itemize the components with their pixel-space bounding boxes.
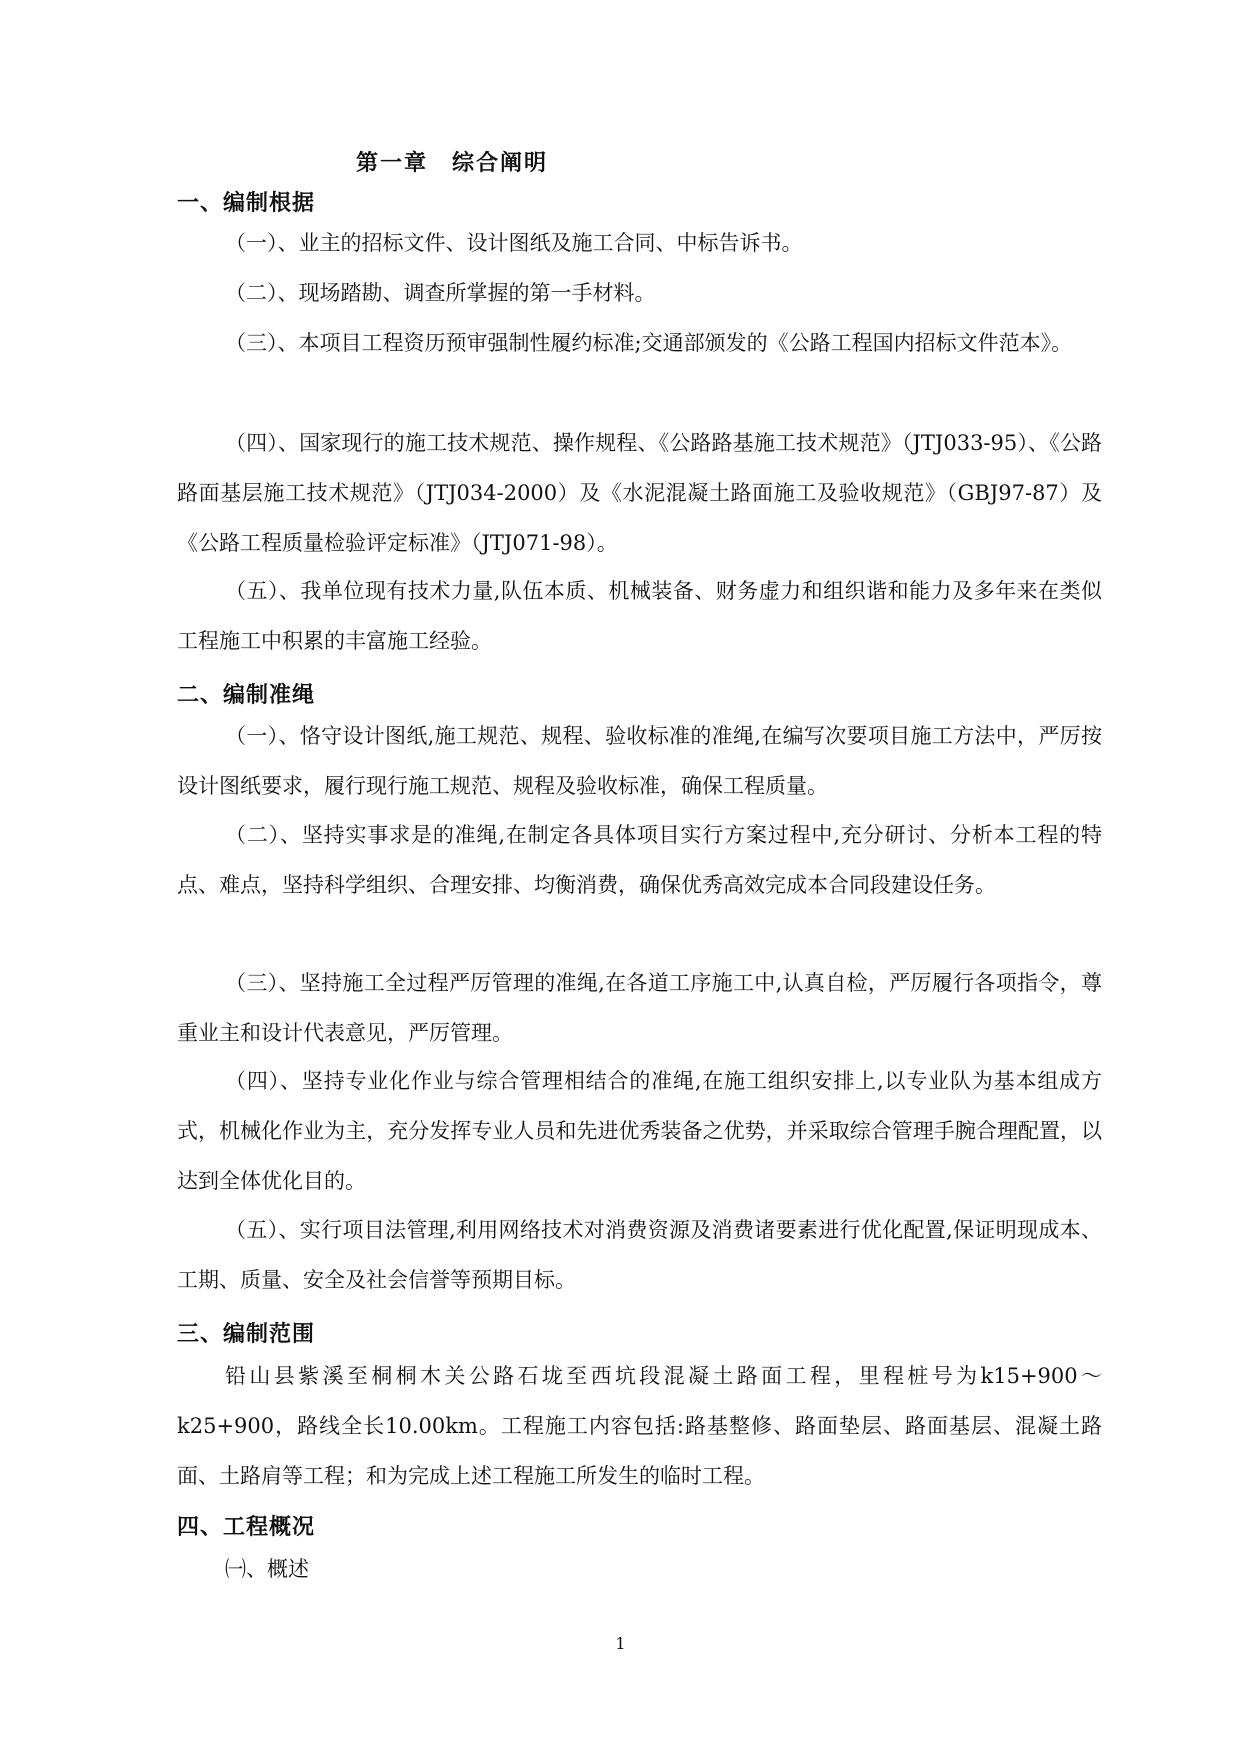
paragraph: （一）、业主的招标文件、设计图纸及施工合同、中标告诉书。 bbox=[225, 231, 803, 255]
paragraph: （一）、恪守设计图纸,施工规范、规程、验收标准的准绳,在编写次要项目施工方法中，严厉按设计图纸要求，履行现行施工规范、规程及验收标准，确保工程质量。 bbox=[177, 724, 1102, 798]
paragraph: ㈠、概述 bbox=[225, 1557, 309, 1581]
section-heading-scope: 三、编制范围 bbox=[177, 1321, 316, 1347]
page-number: 1 bbox=[615, 1634, 626, 1653]
paragraph: （四）、国家现行的施工技术规范、操作规程、《公路路基施工技术规范》（JTJ033-95）、《公路路面基层施工技术规范》（JTJ034-2000）及《水泥混凝土路面施工及验收规范》（GBJ97-87）及《公路工程质量检验评定标准》（JTJ071-98）。 bbox=[177, 431, 1102, 555]
section-heading-principles: 二、编制准绳 bbox=[177, 682, 316, 708]
paragraph: （二）、现场踏勘、调查所掌握的第一手材料。 bbox=[225, 281, 656, 305]
section-heading-basis: 一、编制根据 bbox=[177, 190, 316, 216]
paragraph: （四）、坚持专业化作业与综合管理相结合的准绳,在施工组织安排上,以专业队为基本组成方式，机械化作业为主，充分发挥专业人员和先进优秀装备之优势，并采取综合管理手腕合理配置，以达到全体优化目的。 bbox=[177, 1069, 1102, 1193]
paragraph: （三）、坚持施工全过程严厉管理的准绳,在各道工序施工中,认真自检，严厉履行各项指令，尊重业主和设计代表意见，严厉管理。 bbox=[177, 971, 1102, 1045]
paragraph: （五）、实行项目法管理,利用网络技术对消费资源及消费诸要素进行优化配置,保证明现成本、工期、质量、安全及社会信誉等预期目标。 bbox=[177, 1218, 1102, 1292]
paragraph: （二）、坚持实事求是的准绳,在制定各具体项目实行方案过程中,充分研讨、分析本工程的特点、难点，坚持科学组织、合理安排、均衡消费，确保优秀高效完成本合同段建设任务。 bbox=[177, 823, 1102, 897]
paragraph: （五）、我单位现有技术力量,队伍本质、机械装备、财务虚力和组织谐和能力及多年来在类似工程施工中积累的丰富施工经验。 bbox=[177, 579, 1102, 653]
chapter-title: 第一章 综合阐明 bbox=[356, 150, 549, 176]
paragraph: （三）、本项目工程资历预审强制性履约标准;交通部颁发的《公路工程国内招标文件范本》。 bbox=[225, 331, 1073, 355]
paragraph: 铅山县紫溪至桐桐木关公路石垅至西坑段混凝土路面工程，里程桩号为k15+900～k25+900，路线全长10.00km。工程施工内容包括:路基整修、路面垫层、路面基层、混凝土路面、土路肩等工程；和为完成上述工程施工所发生的临时工程。 bbox=[177, 1364, 1102, 1488]
section-heading-overview: 四、工程概况 bbox=[177, 1514, 316, 1540]
